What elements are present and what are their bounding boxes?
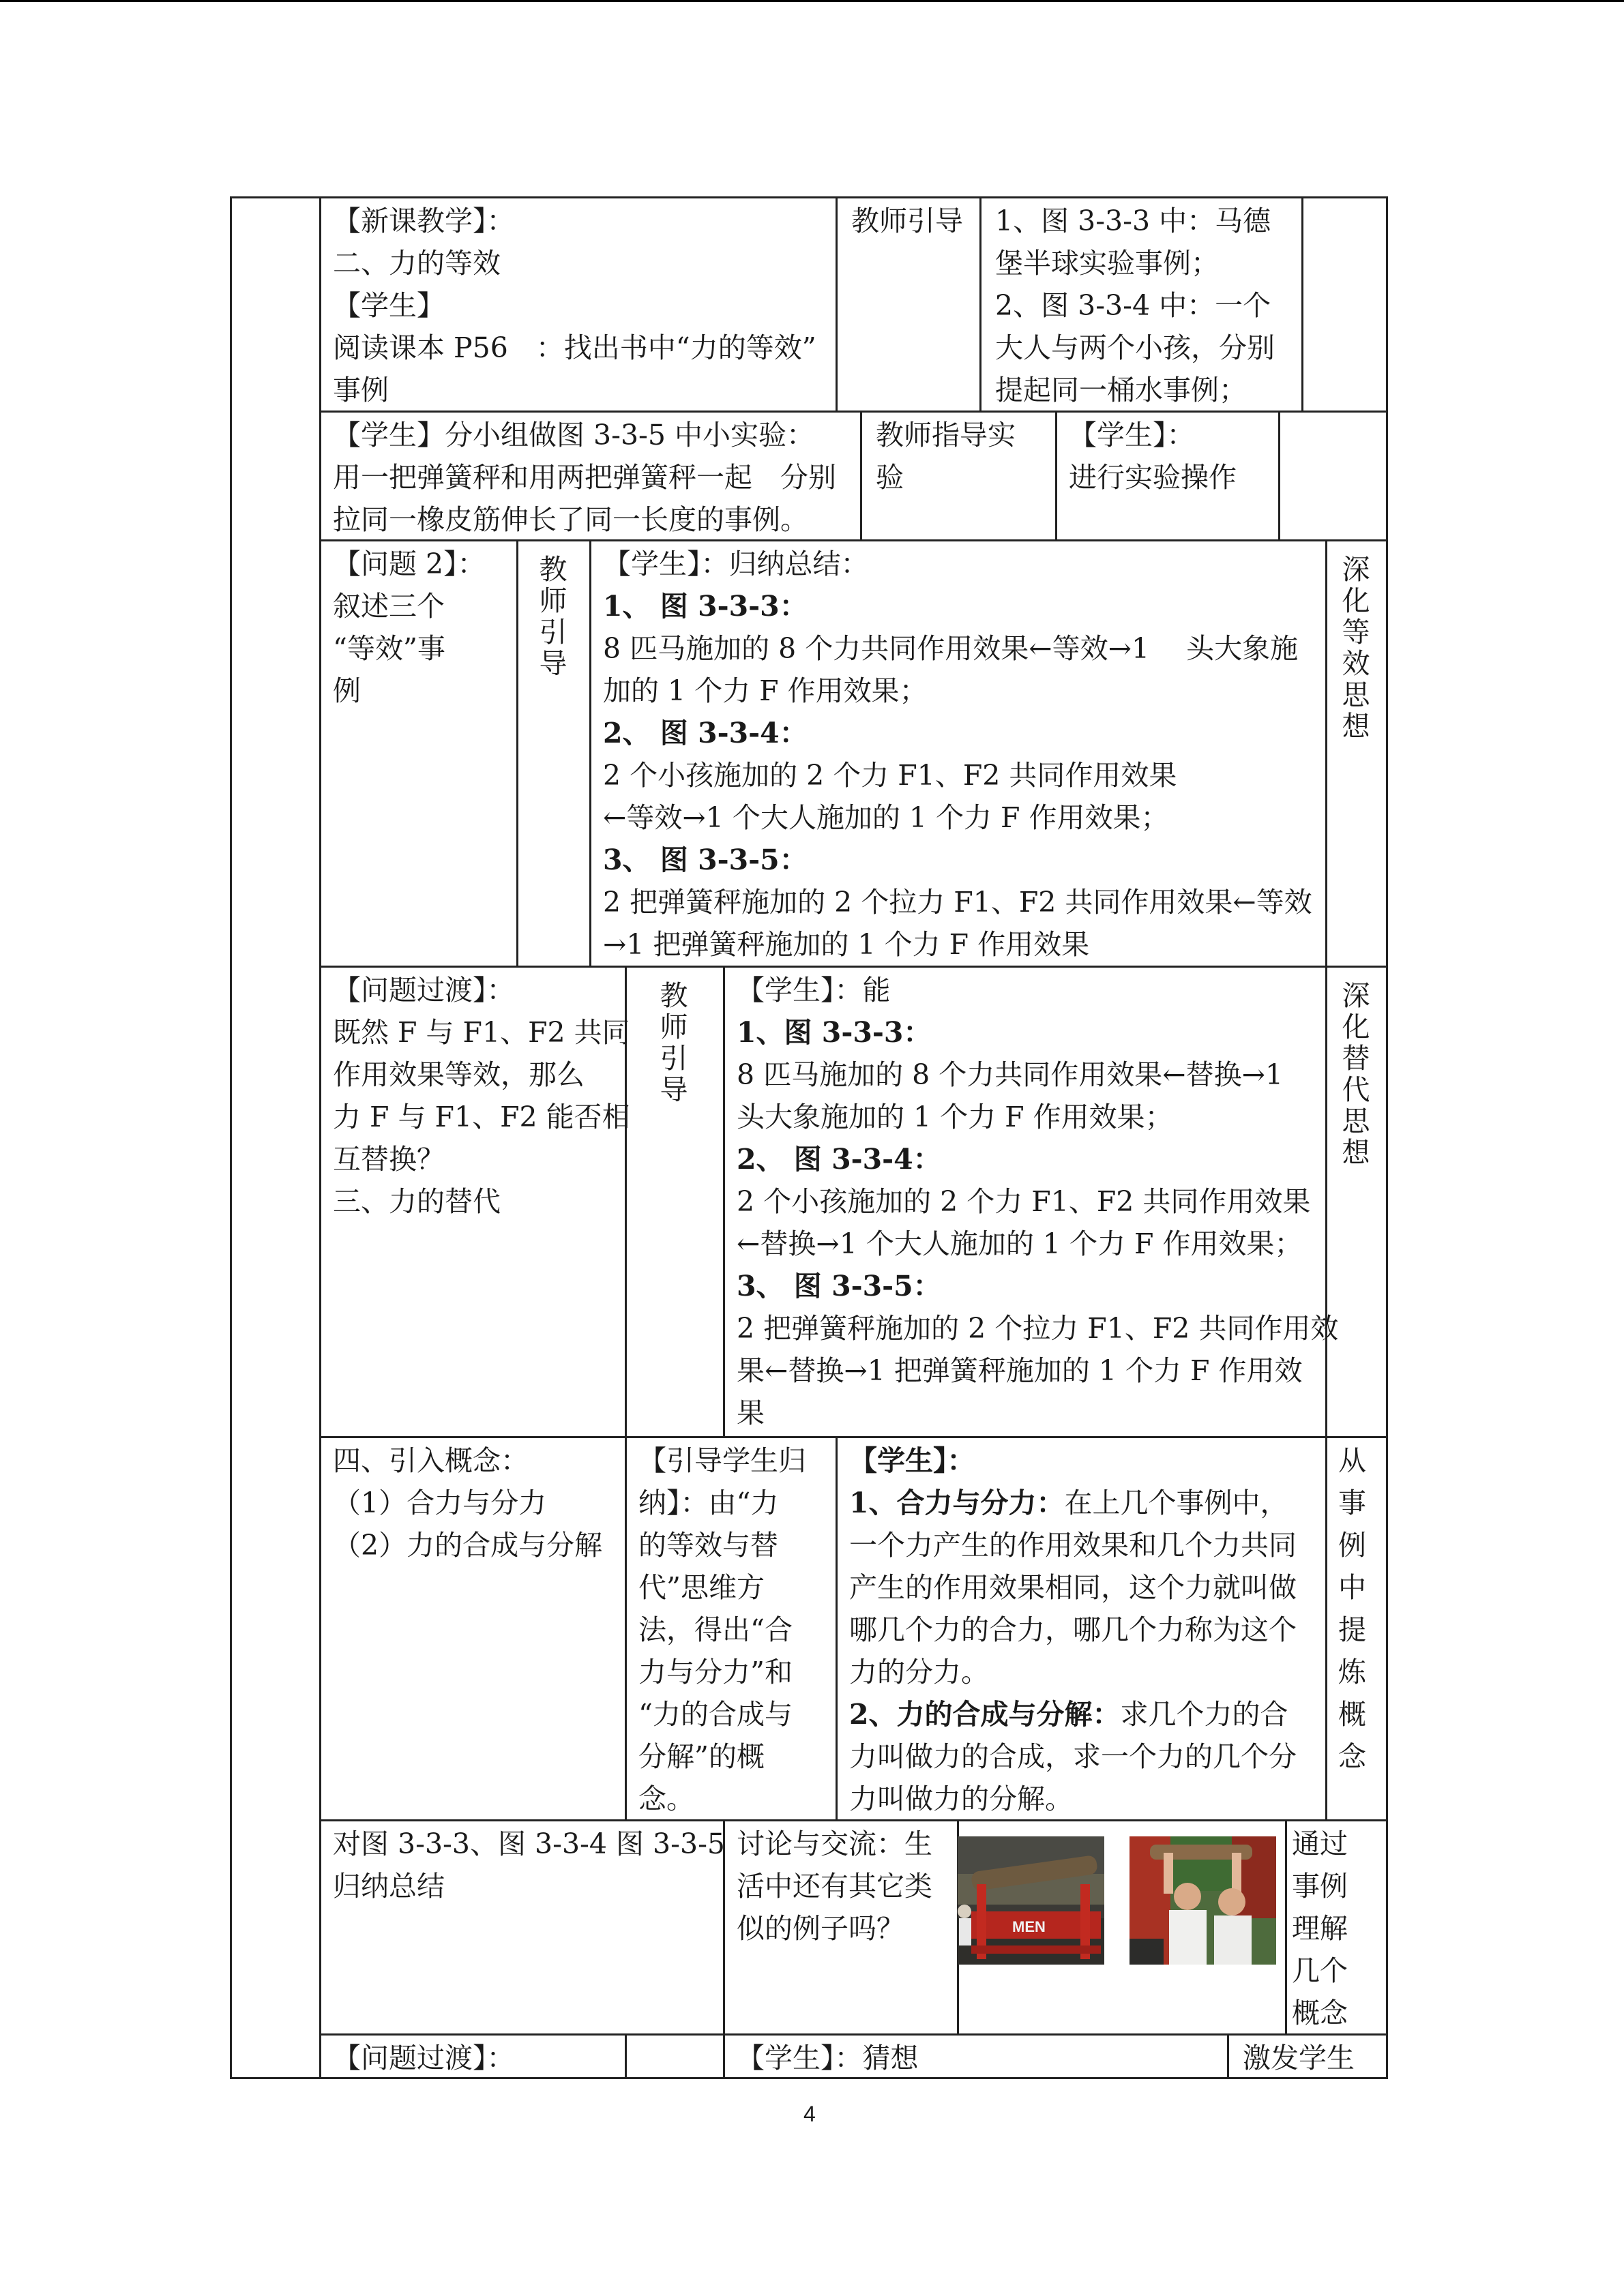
table-col-line — [1278, 411, 1280, 541]
table-col-line — [723, 966, 725, 1437]
table-col-line — [230, 196, 232, 2079]
table-row-line — [230, 196, 1388, 198]
table-row-line — [319, 1436, 1388, 1438]
row7-content: 【问题过渡】： — [333, 2042, 515, 2074]
row7-design-intent: 激发学生 — [1243, 2042, 1355, 2074]
row3-student-activity: 【学生】：归纳总结： 1、 图 3-3-3： 8 匹马施加的 8 个力共同作用效果←等效→1 头大象施 加的 1 个力 F 作用效果； 2、 图 3-3-4： 2 个小孩施加的 2 个力 F1、F2 共同作用效果 ←等效→1 个大人施加的 1 个力 F 作用效果； 3、 图 3-3-5： 2 把弹簧秤施加的 2 个拉力 F1、F2 共同作用效果←等效 →1 把弹簧秤施加的 1 个力 F 作用效果 — [603, 548, 1312, 961]
row7-student-activity: 【学生】：猜想 — [737, 2042, 919, 2074]
row2-student-activity: 【学生】： 进行实验操作 — [1069, 419, 1237, 494]
table-col-line — [860, 411, 862, 541]
table-col-line — [625, 2033, 627, 2078]
row4-design-intent: 深 化 替 代 思 想 — [1342, 979, 1370, 1169]
row5-content: 四、引入概念： （1）合力与分力 （2）力的合成与分解 — [333, 1444, 603, 1562]
row1-content: 【新课教学】： 二、力的等效 【学生】 阅读课本 P56 ：找出书中“力的等效” 事例 — [333, 205, 816, 406]
row1-student-activity: 1、图 3-3-3 中：马德 堡半球实验事例； 2、图 3-3-4 中：一个 大人与两个小孩，分别 提起同一桶水事例； — [995, 205, 1275, 406]
table-col-line — [1325, 1436, 1327, 1821]
row3-content: 【问题 2】： 叙述三个 “等效”事 例 — [333, 548, 486, 707]
photo-log-lift — [958, 1836, 1104, 1965]
row1-teacher-activity: 教师引导 — [851, 205, 963, 237]
table-col-line — [589, 539, 591, 967]
table-row-line — [319, 966, 1388, 968]
table-col-line — [723, 2033, 725, 2078]
table-col-line — [1227, 2033, 1229, 2078]
table-col-line — [1301, 196, 1303, 412]
table-col-line — [836, 1436, 838, 1821]
table-col-line — [516, 539, 518, 967]
row4-teacher-vertical: 教 师 引 导 — [660, 979, 688, 1106]
page-number: 4 — [803, 2102, 816, 2126]
table-col-line — [319, 196, 321, 2079]
row6-discussion: 讨论与交流：生 活中还有其它类 似的例子吗？ — [737, 1828, 932, 1945]
table-col-line — [1285, 1819, 1287, 2035]
photo-log-lift-image — [958, 1836, 1104, 1965]
row2-teacher-activity: 教师指导实 验 — [876, 419, 1016, 494]
table-col-line — [625, 1436, 627, 1821]
photo-arms-raised — [1130, 1836, 1276, 1965]
row3-teacher-vertical: 教 师 引 导 — [539, 553, 567, 680]
row4-student-activity: 【学生】：能 1、图 3-3-3： 8 匹马施加的 8 个力共同作用效果←替换→1 头大象施加的 1 个力 F 作用效果； 2、 图 3-3-4： 2 个小孩施加的 2 个力 F1、F2 共同作用效果 ←替换→1 个大人施加的 1 个力 F 作用效果； 3、 图 3-3-5： 2 把弹簧秤施加的 2 个拉力 F1、F2 共同作用效 果←替换→1 把弹簧秤施加的 1 个力 F 作用效 果 — [737, 974, 1339, 1429]
page-top-border — [0, 0, 1624, 2]
row2-content: 【学生】分小组做图 3-3-5 中小实验： 用一把弹簧秤和用两把弹簧秤一起 分别 拉同一橡皮筋伸长了同一长度的事例。 — [333, 419, 836, 536]
photo-arms-raised-image — [1130, 1836, 1276, 1965]
row3-design-intent: 深 化 等 效 思 想 — [1342, 553, 1370, 743]
table-col-line — [836, 196, 838, 412]
row5-student-activity: 【学生】： 1、合力与分力：在上几个事例中， 一个力产生的作用效果和几个力共同 产生的作用效果相同，这个力就叫做 哪几个力的合力，哪几个力称为这个 力的分力。 2、力的合成与分解：求几个力的合 力叫做力的合成，求一个力的几个分 力叫做力的分解。 — [849, 1444, 1297, 1815]
table-col-line — [1386, 196, 1388, 2079]
table-col-line — [979, 196, 981, 412]
row4-content: 【问题过渡】： 既然 F 与 F1、F2 共同 作用效果等效，那么 力 F 与 F1、F2 能否相 互替换？ 三、力的替代 — [333, 974, 630, 1218]
svg-text:MEN: MEN — [1012, 1918, 1046, 1935]
row5-teacher-activity: 【引导学生归 纳】：由“力 的等效与替 代”思维方 法，得出“合 力与分力”和 “力的合成与 分解”的概 念。 — [638, 1444, 806, 1815]
table-col-line — [1055, 411, 1057, 541]
row5-design-intent: 从 事 例 中 提 炼 概 念 — [1338, 1444, 1366, 1773]
row6-content: 对图 3-3-3、图 3-3-4 图 3-3-5 归纳总结 — [333, 1828, 726, 1903]
row6-design-intent: 通过 事例 理解 几个 概念 — [1292, 1828, 1348, 2029]
table-col-line — [1325, 539, 1327, 967]
